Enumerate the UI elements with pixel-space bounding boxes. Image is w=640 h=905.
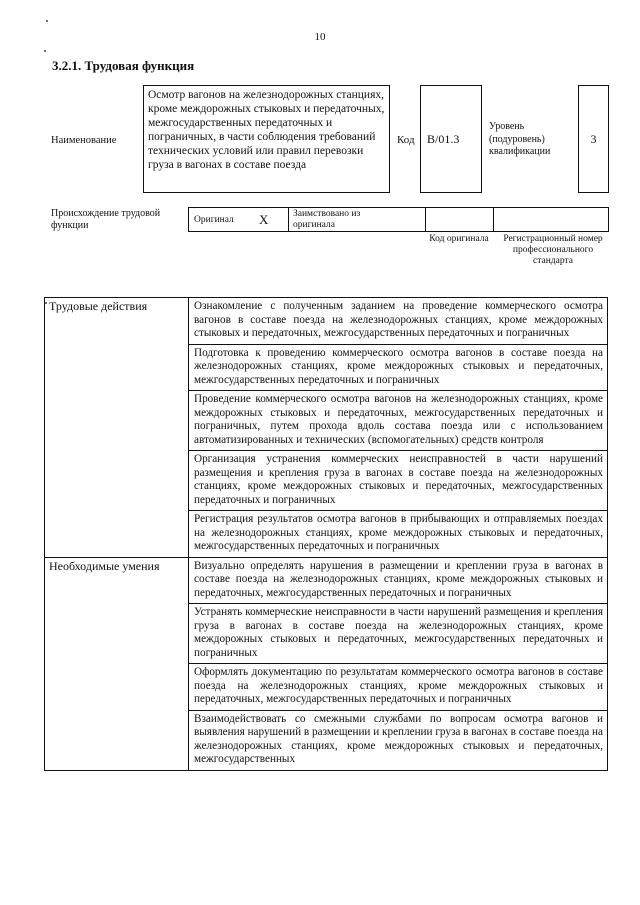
origin-code-cell [425, 207, 494, 232]
origin-borrowed-cell [288, 207, 426, 232]
table-row-required-skills [45, 557, 608, 770]
scan-speck [44, 50, 46, 52]
name-box [143, 85, 390, 193]
level-box [578, 85, 609, 193]
name-value: Осмотр вагонов на железнодорожных станциях, кроме междорожных стыковых и передаточных, межгосударственных передаточных и пограничных, в части соблюдения требований технических условий или правил перевозки груза в вагонах в составе поезда [148, 89, 385, 171]
table-item: Подготовка к проведению коммерческого осмотра вагонов в составе поезда на железнодорожных станциях, кроме междорожных стыковых и передаточных, межгосударственных передаточных и пограничных [189, 344, 607, 391]
row-header: Трудовые действия [45, 298, 189, 558]
code-box [420, 85, 482, 193]
origin-reg-cell [493, 207, 609, 232]
table-item: Ознакомление с полученным заданием на проведение коммерческого осмотра вагонов в составе поезда на железнодорожных станциях, кроме междорожных стыковых и передаточных, межгосударственных передаточных и пограничных [194, 300, 603, 339]
origin-borrowed-label: Заимствовано из оригинала [293, 209, 361, 230]
table-item: Устранять коммерческие неисправности в части нарушений размещения и крепления груза в вагонах в составе поезда на железнодорожных станциях, кроме междорожных стыковых и передаточных, межгосударственных передаточных и пограничных [189, 603, 607, 663]
level-value: 3 [590, 132, 597, 146]
row-items [189, 557, 608, 770]
row-header: Необходимые умения [45, 557, 189, 770]
row-items [189, 298, 608, 558]
name-label: Наименование [51, 135, 117, 146]
page-number: 10 [314, 31, 326, 43]
function-table [44, 297, 608, 771]
origin-original-label: Оригинал [194, 215, 234, 225]
level-label: Уровень (подуровень) квалификации [489, 121, 551, 157]
table-item: Организация устранения коммерческих неисправностей в части нарушений размещения и крепления груза в вагонах в составе поезда на железнодорожных станциях, кроме междорожных стыковых и передаточных, межгосударственных передаточных и пограничных [189, 450, 607, 510]
origin-original-mark: X [259, 212, 269, 227]
origin-label: Происхождение трудовой функции [51, 208, 161, 231]
table-item: Проведение коммерческого осмотра вагонов на железнодорожных станциях, кроме междорожных стыковых и передаточных, межгосударственных передаточных и пограничных, путем прохода вдоль состава поезда или с использованием автоматизированных и технических (вспомогательных) средств контроля [189, 390, 607, 450]
section-title: 3.2.1. Трудовая функция [52, 58, 195, 73]
table-item: Регистрация результатов осмотра вагонов в прибывающих и отправляемых поездах на железнодорожных станциях, кроме междорожных стыковых и передаточных, межгосударственных передаточных и пограничных [189, 510, 607, 557]
table-row-labor-actions [45, 298, 608, 558]
table-item: Оформлять документацию по результатам коммерческого осмотра вагонов в составе поезда на железнодорожных станциях, кроме междорожных стыковых и передаточных, межгосударственных передаточных и пограничных [189, 663, 607, 710]
reg-number-caption: Регистрационный номер профессионального стандарта [503, 234, 603, 266]
code-label: Код [397, 134, 415, 146]
code-value: B/01.3 [427, 132, 460, 146]
origin-original-cell [188, 207, 289, 232]
scan-speck [46, 20, 48, 22]
code-original-caption: Код оригинала [429, 234, 489, 244]
table-item: Визуально определять нарушения в размещении и креплении груза в вагонах в составе поезда на железнодорожных станциях, кроме междорожных стыковых и передаточных, межгосударственных передаточных и пограничных [194, 559, 603, 599]
table-item: Взаимодействовать со смежными службами по вопросам осмотра вагонов и выявления нарушений в размещении и креплении груза в вагонах в составе поезда на железнодорожных станциях, кроме междорожных стыковых и передаточных, межгосударственных [189, 710, 607, 770]
